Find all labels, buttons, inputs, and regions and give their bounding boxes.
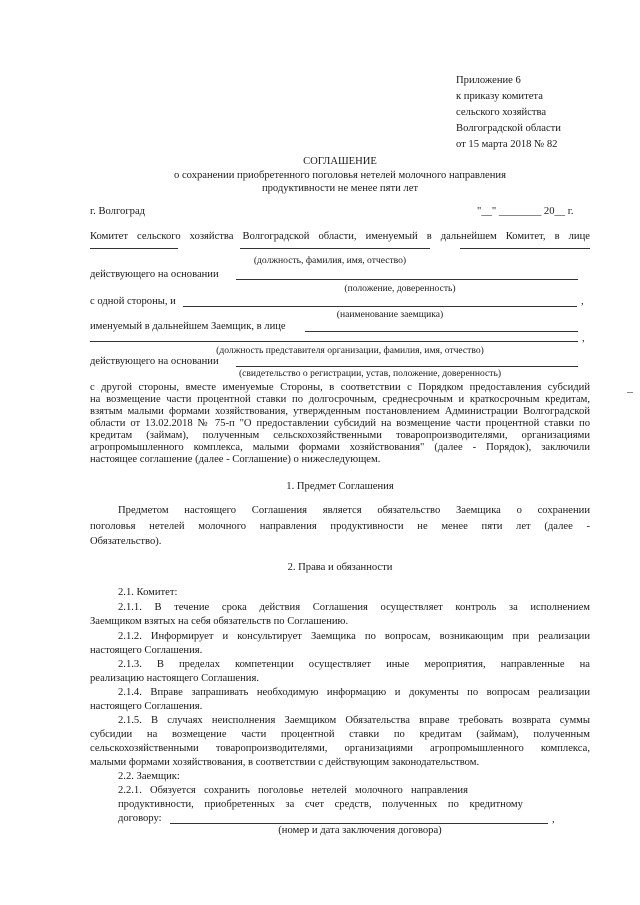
clause-line: 2.1.2. Информирует и консультирует Заемщика по вопросам, возникающим при реализации bbox=[118, 631, 590, 642]
section1-line: Предметом настоящего Соглашения является обязательство Заемщика о сохранении bbox=[118, 505, 590, 516]
clause-word: полученных bbox=[382, 799, 438, 810]
scan-mark bbox=[627, 392, 633, 393]
clause-line: настоящего Соглашения. bbox=[90, 645, 203, 656]
intro-word: в bbox=[426, 231, 432, 242]
appendix-line: сельского хозяйства bbox=[456, 107, 547, 118]
intro-word: именуемый bbox=[365, 231, 418, 242]
caption: (наименование заемщика) bbox=[336, 309, 444, 320]
document-title: СОГЛАШЕНИЕ bbox=[303, 156, 377, 167]
caption: (номер и дата заключения договора) bbox=[278, 825, 442, 836]
clause-word: молочного bbox=[354, 785, 403, 796]
clause-line: 2.1.3. В пределах компетенции осуществляет иные мероприятия, направленные на bbox=[118, 659, 590, 670]
clause-line: субсидии на возмещение части процентной ставки по кредитам (займам), полученным bbox=[90, 729, 590, 740]
clause-line: реализацию настоящего Соглашения. bbox=[90, 673, 259, 684]
intro-line bbox=[90, 232, 590, 243]
fill-line bbox=[90, 248, 178, 249]
clause-word: продуктивности, bbox=[118, 799, 194, 810]
fill-line bbox=[240, 248, 430, 249]
fill-line bbox=[236, 366, 578, 367]
caption: (свидетельство о регистрации, устав, положение, доверенность) bbox=[238, 368, 502, 379]
date-field: "__" ________ 20__ г. bbox=[477, 206, 574, 217]
intro-word: дальнейшем bbox=[440, 231, 497, 242]
clause-line bbox=[118, 800, 523, 811]
appendix-line: от 15 марта 2018 № 82 bbox=[456, 139, 558, 150]
borrower-label: именуемый в дальнейшем Заемщик, в лице bbox=[90, 321, 286, 332]
intro-word: лице bbox=[568, 231, 590, 242]
clause-line: Заемщиком взятых на себя обязательств по Соглашению. bbox=[90, 616, 349, 627]
clause-line: 2.1.5. В случаях неисполнения Заемщиком Обязательства вправе требовать возврата суммы bbox=[118, 715, 590, 726]
clause-line: 2.1.1. В течение срока действия Соглашения осуществляет контроль за исполнением bbox=[118, 602, 590, 613]
intro-paragraph-line: кредитам (займам), полученным сельскохозяйственными товаропроизводителями, организациями bbox=[90, 430, 590, 441]
clause-word: средств, bbox=[334, 799, 372, 810]
intro-word: области, bbox=[318, 231, 357, 242]
clause-line: сельскохозяйственными товаропроизводителями, организациями агропромышленного комплекса, bbox=[90, 743, 590, 754]
intro-paragraph-line: агропромышленного комплекса, малыми формами хозяйствования" (далее - Порядок), заключили bbox=[90, 442, 590, 453]
caption: (должность представителя организации, фамилия, имя, отчество) bbox=[216, 345, 484, 356]
clause-word: сохранить bbox=[203, 785, 250, 796]
clause-line: малыми формами хозяйствования, в соответствии с действующим законодательством. bbox=[90, 757, 480, 768]
section-heading: 1. Предмет Соглашения bbox=[286, 481, 394, 492]
clause-word: 2.2.1. bbox=[118, 785, 142, 796]
appendix-line: Волгоградской области bbox=[456, 123, 561, 134]
intro-word: Волгоградской bbox=[242, 231, 310, 242]
intro-paragraph-line: взятым малыми формами хозяйствования, утвержденным постановлением Администрации Волгоградской bbox=[90, 406, 590, 417]
clause-line bbox=[118, 786, 468, 797]
fill-line bbox=[305, 331, 578, 332]
appendix-line: Приложение 6 bbox=[456, 75, 521, 86]
clause-word: по bbox=[447, 799, 459, 810]
clause-title: 2.1. Комитет: bbox=[118, 587, 178, 598]
fill-line bbox=[170, 823, 548, 824]
comma: , bbox=[581, 296, 584, 307]
clause-line: 2.1.4. Вправе запрашивать необходимую информацию и документы по вопросам реализации bbox=[118, 687, 590, 698]
fill-line bbox=[90, 341, 578, 342]
clause-word: кредитному bbox=[469, 799, 523, 810]
clause-word: счет bbox=[304, 799, 325, 810]
section-heading: 2. Права и обязанности bbox=[287, 562, 393, 573]
clause-word: за bbox=[285, 799, 295, 810]
caption: (положение, доверенность) bbox=[344, 283, 456, 294]
fill-line bbox=[460, 248, 590, 249]
clause-line: настоящего Соглашения. bbox=[90, 701, 203, 712]
intro-word: Комитет bbox=[90, 231, 128, 242]
intro-paragraph-line: с другой стороны, вместе именуемые Стороны, в соответствии с Порядком предоставления субсидий bbox=[90, 382, 590, 393]
section1-line: Обязательство). bbox=[90, 536, 162, 547]
comma: , bbox=[552, 814, 555, 825]
fill-line bbox=[236, 279, 578, 280]
clause-word: нетелей bbox=[311, 785, 347, 796]
clause-word: Обязуется bbox=[150, 785, 196, 796]
basis-label: действующего на основании bbox=[90, 356, 219, 367]
place-text: г. Волгоград bbox=[90, 206, 146, 217]
intro-word: хозяйства bbox=[189, 231, 234, 242]
intro-word: сельского bbox=[137, 231, 181, 242]
clause-word: приобретенных bbox=[204, 799, 275, 810]
section1-line: поголовья нетелей молочного направления продуктивности не менее пяти лет (далее - bbox=[90, 521, 590, 532]
clause-word: поголовье bbox=[257, 785, 304, 796]
intro-word: в bbox=[554, 231, 560, 242]
clause-word: направления bbox=[410, 785, 468, 796]
fill-line bbox=[183, 306, 577, 307]
appendix-line: к приказу комитета bbox=[456, 91, 543, 102]
intro-paragraph-line: области от 13.02.2018 № 75-п "О предоставлении субсидий на возмещение части процентной ставки по bbox=[90, 418, 590, 429]
intro-word: Комитет, bbox=[505, 231, 546, 242]
comma: , bbox=[582, 333, 585, 344]
one-side-label: с одной стороны, и bbox=[90, 296, 176, 307]
document-subtitle: продуктивности не менее пяти лет bbox=[261, 183, 419, 194]
basis-label: действующего на основании bbox=[90, 269, 219, 280]
document-subtitle: о сохранении приобретенного поголовья нетелей молочного направления bbox=[174, 170, 506, 181]
caption: (должность, фамилия, имя, отчество) bbox=[253, 255, 407, 266]
clause-line: договору: bbox=[118, 813, 162, 824]
clause-title: 2.2. Заемщик: bbox=[118, 771, 180, 782]
intro-paragraph-line: настоящее соглашение (далее - Соглашение) о нижеследующем. bbox=[90, 454, 381, 465]
intro-paragraph-line: на возмещение части процентной ставки по долгосрочным, среднесрочным и краткосрочным кредитам, bbox=[90, 394, 590, 405]
